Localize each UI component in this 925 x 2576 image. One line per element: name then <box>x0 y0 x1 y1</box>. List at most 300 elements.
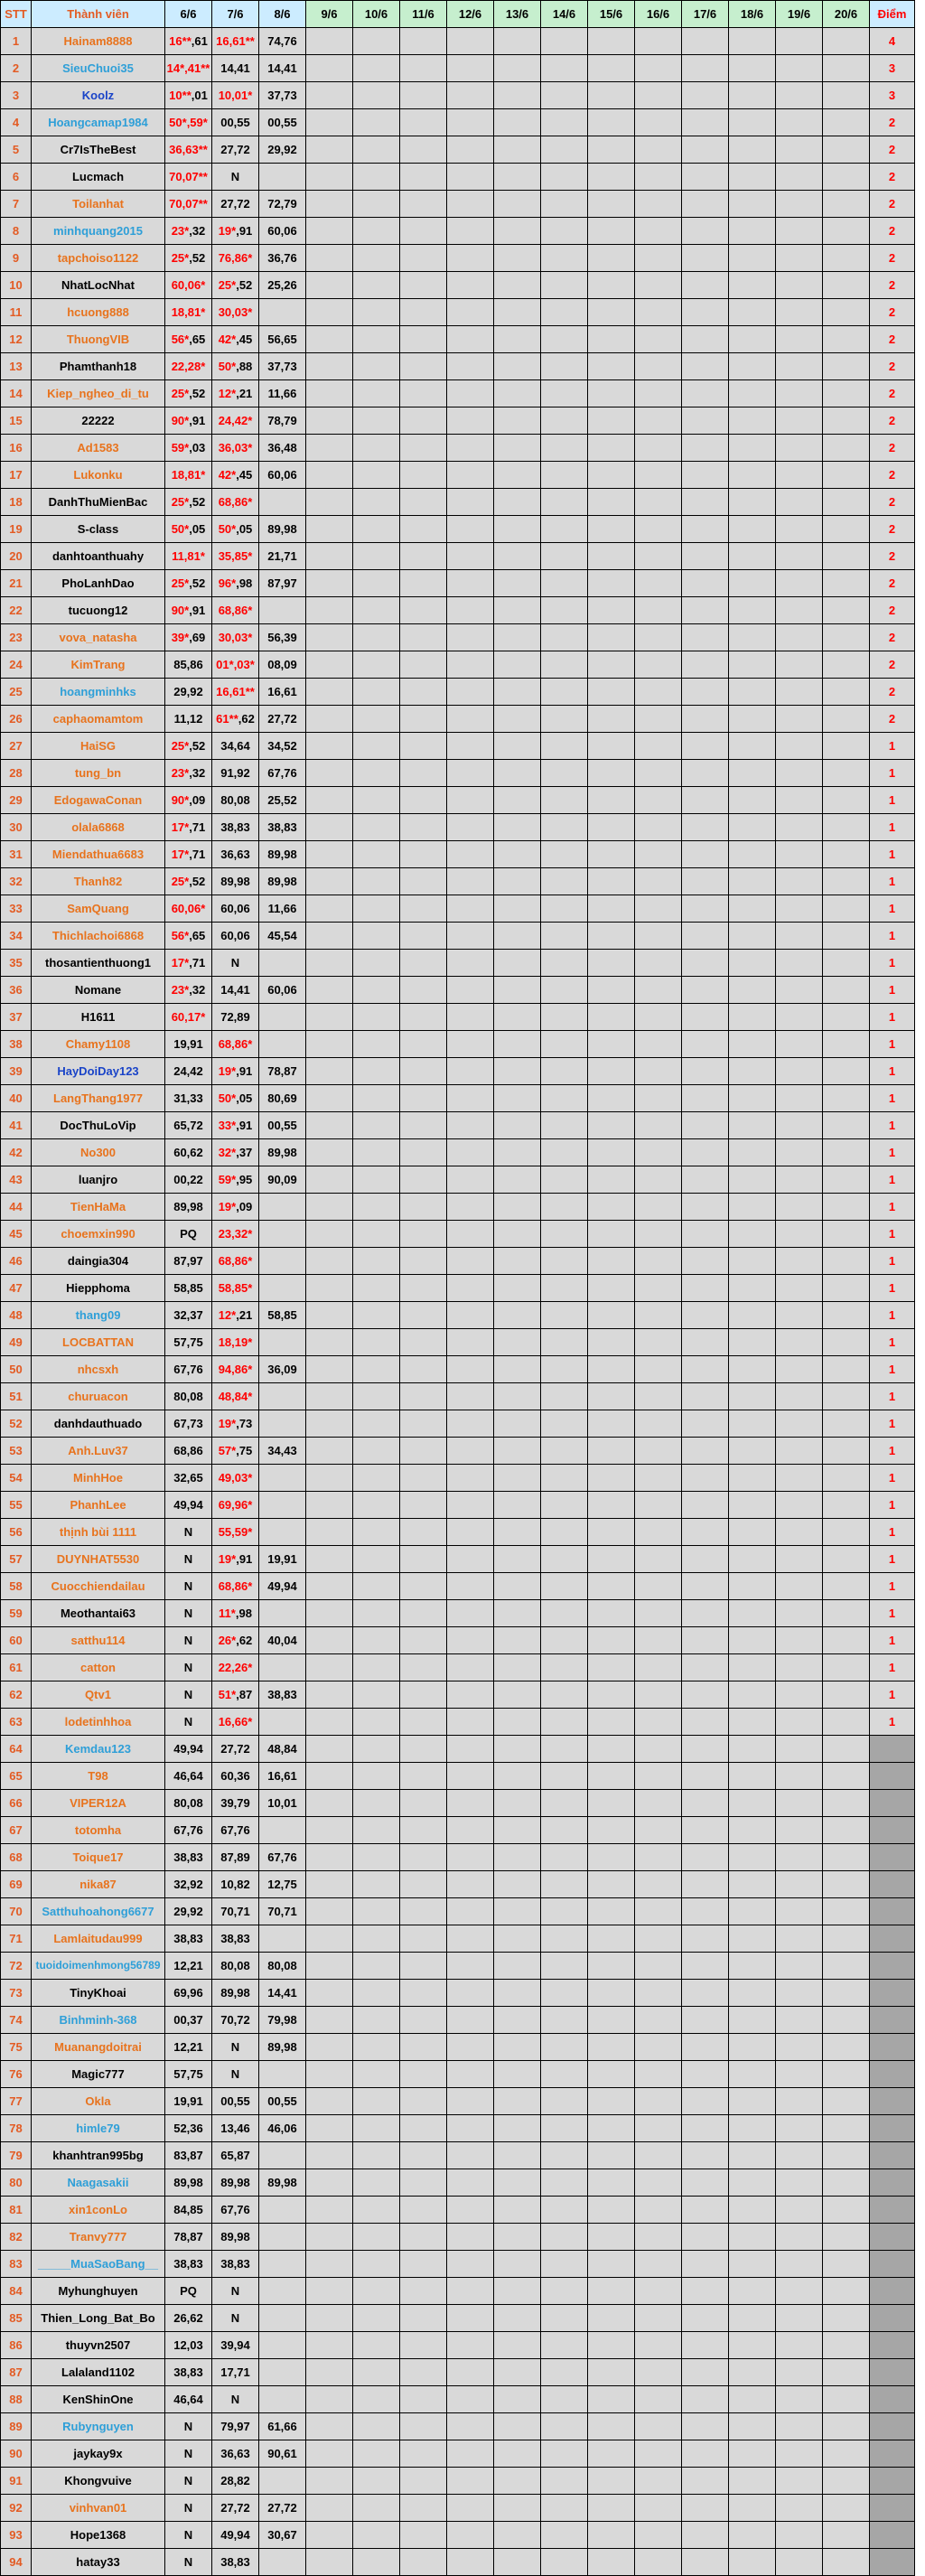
prediction-cell <box>588 2413 635 2440</box>
prediction-cell <box>823 2007 870 2034</box>
member-name: Cr7IsTheBest <box>32 136 165 164</box>
prediction-cell <box>823 272 870 299</box>
prediction-cell <box>682 814 729 841</box>
prediction-cell <box>588 624 635 651</box>
prediction-cell <box>494 679 541 706</box>
prediction-value: 38,83 <box>173 1932 203 1945</box>
prediction-hit: 42* <box>218 333 237 346</box>
prediction-value: 34,52 <box>267 739 297 753</box>
prediction-cell <box>400 2034 447 2061</box>
prediction-cell <box>494 2549 541 2576</box>
prediction-cell <box>635 977 682 1004</box>
prediction-cell <box>259 516 306 543</box>
prediction-value: 87,97 <box>267 576 297 590</box>
prediction-cell <box>588 82 635 109</box>
prediction-cell <box>212 2115 259 2142</box>
prediction-cell <box>259 543 306 570</box>
table-row <box>1 2549 915 2576</box>
prediction-cell <box>635 353 682 380</box>
prediction-cell <box>588 570 635 597</box>
prediction-cell <box>588 1654 635 1681</box>
member-name: SamQuang <box>32 895 165 923</box>
prediction-cell <box>306 435 353 462</box>
prediction-cell <box>682 380 729 407</box>
prediction-cell <box>588 706 635 733</box>
prediction-cell <box>541 923 588 950</box>
prediction-cell <box>353 706 400 733</box>
prediction-cell <box>494 814 541 841</box>
table-row <box>1 1519 915 1546</box>
prediction-cell <box>823 1112 870 1139</box>
prediction-cell <box>823 28 870 55</box>
points-cell: 1 <box>870 1600 915 1627</box>
prediction-cell <box>494 2088 541 2115</box>
header-date: 6/6 <box>165 1 212 28</box>
header-date: 8/6 <box>259 1 306 28</box>
row-number: 28 <box>1 760 32 787</box>
prediction-cell <box>635 1925 682 1953</box>
prediction-cell <box>682 109 729 136</box>
points-cell: 1 <box>870 733 915 760</box>
member-name: thuyvn2507 <box>32 2332 165 2359</box>
prediction-cell <box>588 1600 635 1627</box>
table-row <box>1 1790 915 1817</box>
row-number: 80 <box>1 2169 32 2197</box>
prediction-cell <box>588 1871 635 1898</box>
prediction-cell <box>447 245 494 272</box>
prediction-cell <box>823 435 870 462</box>
prediction-cell <box>635 868 682 895</box>
prediction-cell <box>165 245 212 272</box>
points-cell: 1 <box>870 1248 915 1275</box>
prediction-cell <box>588 841 635 868</box>
prediction-cell <box>729 2142 776 2169</box>
row-number: 94 <box>1 2549 32 2576</box>
prediction-value: 68,86 <box>173 1444 203 1457</box>
prediction-cell <box>306 895 353 923</box>
prediction-cell <box>682 2359 729 2386</box>
prediction-cell <box>259 1356 306 1383</box>
prediction-cell <box>447 462 494 489</box>
prediction-cell <box>682 1925 729 1953</box>
prediction-cell <box>776 2549 823 2576</box>
row-number: 82 <box>1 2224 32 2251</box>
member-name: MinhHoe <box>32 1465 165 1492</box>
prediction-cell <box>353 1898 400 1925</box>
prediction-cell <box>541 1004 588 1031</box>
prediction-cell <box>776 191 823 218</box>
prediction-cell <box>494 2278 541 2305</box>
prediction-cell <box>259 1166 306 1194</box>
prediction-cell <box>823 1275 870 1302</box>
prediction-value: N <box>183 2528 193 2542</box>
prediction-cell <box>776 1844 823 1871</box>
prediction-cell <box>682 516 729 543</box>
prediction-cell <box>259 55 306 82</box>
prediction-cell <box>823 2088 870 2115</box>
prediction-cell <box>447 2197 494 2224</box>
prediction-cell <box>400 516 447 543</box>
prediction-cell <box>541 164 588 191</box>
row-number: 81 <box>1 2197 32 2224</box>
points-cell: 2 <box>870 218 915 245</box>
prediction-cell <box>306 326 353 353</box>
prediction-cell <box>729 2386 776 2413</box>
prediction-cell <box>306 1438 353 1465</box>
prediction-cell <box>635 245 682 272</box>
prediction-cell <box>259 1085 306 1112</box>
prediction-cell <box>447 2305 494 2332</box>
prediction-cell <box>165 1898 212 1925</box>
member-name: KimTrang <box>32 651 165 679</box>
prediction-cell <box>494 164 541 191</box>
prediction-cell <box>588 1736 635 1763</box>
prediction-cell <box>682 1085 729 1112</box>
prediction-cell <box>165 489 212 516</box>
prediction-cell <box>729 2034 776 2061</box>
prediction-cell <box>353 1031 400 1058</box>
points-cell: 1 <box>870 1329 915 1356</box>
row-number: 56 <box>1 1519 32 1546</box>
member-name: nika87 <box>32 1871 165 1898</box>
prediction-cell <box>259 2440 306 2468</box>
prediction-cell <box>494 1166 541 1194</box>
prediction-value: 36,63 <box>220 2447 250 2460</box>
prediction-cell <box>306 1519 353 1546</box>
prediction-cell <box>635 1681 682 1709</box>
prediction-cell <box>494 624 541 651</box>
prediction-cell <box>212 950 259 977</box>
prediction-cell <box>682 1438 729 1465</box>
prediction-cell <box>541 1302 588 1329</box>
prediction-hit: 25* <box>171 875 190 888</box>
prediction-value: 90,61 <box>267 2447 297 2460</box>
prediction-cell <box>823 814 870 841</box>
member-name: Lamlaitudau999 <box>32 1925 165 1953</box>
prediction-cell <box>588 1925 635 1953</box>
prediction-value: 38,83 <box>267 1688 297 1701</box>
prediction-cell <box>447 2413 494 2440</box>
prediction-cell <box>776 868 823 895</box>
prediction-cell <box>494 651 541 679</box>
prediction-cell <box>776 1438 823 1465</box>
prediction-cell <box>588 2061 635 2088</box>
prediction-hit: 68,86* <box>218 1579 253 1593</box>
prediction-cell <box>400 895 447 923</box>
prediction-cell <box>306 1627 353 1654</box>
prediction-cell <box>776 1898 823 1925</box>
prediction-cell <box>682 1112 729 1139</box>
prediction-cell <box>635 706 682 733</box>
prediction-cell <box>588 1031 635 1058</box>
prediction-cell <box>729 299 776 326</box>
prediction-cell <box>635 624 682 651</box>
prediction-hit: 17* <box>171 820 190 834</box>
prediction-cell <box>494 1465 541 1492</box>
prediction-cell <box>353 2034 400 2061</box>
prediction-cell <box>494 462 541 489</box>
row-number: 50 <box>1 1356 32 1383</box>
prediction-cell <box>635 1031 682 1058</box>
prediction-cell <box>400 2169 447 2197</box>
prediction-cell <box>541 2007 588 2034</box>
prediction-cell <box>259 2224 306 2251</box>
prediction-cell <box>306 109 353 136</box>
prediction-cell <box>212 1112 259 1139</box>
prediction-cell <box>823 2468 870 2495</box>
prediction-value: 89,98 <box>267 522 297 536</box>
prediction-cell <box>165 1275 212 1302</box>
prediction-hit: 18,19* <box>218 1335 253 1349</box>
prediction-cell <box>353 895 400 923</box>
prediction-cell <box>776 787 823 814</box>
prediction-cell <box>165 2115 212 2142</box>
prediction-value: ,65 <box>189 333 206 346</box>
prediction-cell <box>212 2440 259 2468</box>
prediction-cell <box>306 1844 353 1871</box>
prediction-cell <box>823 1329 870 1356</box>
row-number: 13 <box>1 353 32 380</box>
prediction-cell <box>353 1058 400 1085</box>
prediction-value: ,69 <box>189 631 206 644</box>
prediction-cell <box>682 2197 729 2224</box>
prediction-cell <box>729 1844 776 1871</box>
prediction-cell <box>165 950 212 977</box>
prediction-hit: 57* <box>218 1444 237 1457</box>
prediction-cell <box>635 1654 682 1681</box>
prediction-cell <box>259 1925 306 1953</box>
prediction-cell <box>682 1736 729 1763</box>
prediction-cell <box>400 489 447 516</box>
member-name: Cuocchiendailau <box>32 1573 165 1600</box>
prediction-cell <box>353 1736 400 1763</box>
prediction-cell <box>494 1844 541 1871</box>
prediction-cell <box>494 1194 541 1221</box>
row-number: 54 <box>1 1465 32 1492</box>
prediction-cell <box>212 2224 259 2251</box>
prediction-cell <box>494 2169 541 2197</box>
prediction-cell <box>165 1980 212 2007</box>
prediction-cell <box>400 1383 447 1410</box>
prediction-cell <box>823 2440 870 2468</box>
prediction-value: ,37 <box>236 1146 253 1159</box>
prediction-cell <box>494 1492 541 1519</box>
prediction-value: 80,69 <box>267 1091 297 1105</box>
prediction-cell <box>494 1004 541 1031</box>
prediction-cell <box>823 1410 870 1438</box>
prediction-cell <box>635 2549 682 2576</box>
prediction-hit: 36,03* <box>218 441 253 454</box>
prediction-cell <box>212 28 259 55</box>
prediction-cell <box>400 1329 447 1356</box>
prediction-cell <box>823 1492 870 1519</box>
prediction-cell <box>588 2224 635 2251</box>
prediction-cell <box>400 1194 447 1221</box>
prediction-cell <box>729 2440 776 2468</box>
prediction-cell <box>541 82 588 109</box>
prediction-value: N <box>183 1661 193 1674</box>
prediction-cell <box>682 2332 729 2359</box>
prediction-value: 25,26 <box>267 278 297 292</box>
table-row <box>1 407 915 435</box>
row-number: 2 <box>1 55 32 82</box>
points-cell: 2 <box>870 651 915 679</box>
prediction-cell <box>165 82 212 109</box>
prediction-cell <box>823 1817 870 1844</box>
member-name: DocThuLoVip <box>32 1112 165 1139</box>
table-row <box>1 2278 915 2305</box>
prediction-cell <box>541 1844 588 1871</box>
prediction-cell <box>823 1302 870 1329</box>
prediction-hit: 10,01* <box>218 89 253 102</box>
prediction-cell <box>400 570 447 597</box>
prediction-cell <box>588 28 635 55</box>
prediction-hit: 22,26* <box>218 1661 253 1674</box>
prediction-cell <box>541 895 588 923</box>
prediction-cell <box>541 1139 588 1166</box>
prediction-cell <box>494 1112 541 1139</box>
prediction-cell <box>494 1681 541 1709</box>
prediction-cell <box>494 1329 541 1356</box>
prediction-cell <box>259 2034 306 2061</box>
prediction-cell <box>259 1058 306 1085</box>
prediction-cell <box>212 164 259 191</box>
prediction-cell <box>588 407 635 435</box>
prediction-cell <box>212 1871 259 1898</box>
prediction-cell <box>729 2088 776 2115</box>
points-cell: 2 <box>870 516 915 543</box>
prediction-value: 61,66 <box>267 2420 297 2433</box>
prediction-cell <box>165 1817 212 1844</box>
prediction-hit: 56* <box>171 929 190 942</box>
prediction-cell <box>353 1790 400 1817</box>
prediction-cell <box>165 2061 212 2088</box>
prediction-cell <box>823 1546 870 1573</box>
points-cell: 1 <box>870 1681 915 1709</box>
prediction-cell <box>447 1980 494 2007</box>
prediction-cell <box>447 435 494 462</box>
prediction-value: 27,72 <box>220 143 250 156</box>
prediction-cell <box>306 245 353 272</box>
prediction-value: 87,97 <box>173 1254 203 1268</box>
row-number: 93 <box>1 2522 32 2549</box>
prediction-cell <box>447 2359 494 2386</box>
prediction-value: ,32 <box>189 766 206 780</box>
prediction-cell <box>635 787 682 814</box>
prediction-hit: 50* <box>218 1091 237 1105</box>
prediction-cell <box>447 923 494 950</box>
prediction-hit: 68,86* <box>218 495 253 509</box>
prediction-cell <box>494 1519 541 1546</box>
prediction-cell <box>635 841 682 868</box>
prediction-cell <box>306 1546 353 1573</box>
prediction-cell <box>635 2332 682 2359</box>
prediction-cell <box>776 1492 823 1519</box>
prediction-value: 60,06 <box>267 983 297 997</box>
prediction-cell <box>776 2169 823 2197</box>
prediction-value: N <box>183 1606 193 1620</box>
prediction-cell <box>729 1546 776 1573</box>
prediction-cell <box>682 1194 729 1221</box>
prediction-cell <box>494 1953 541 1980</box>
prediction-cell <box>541 2061 588 2088</box>
prediction-cell <box>588 1329 635 1356</box>
prediction-cell <box>400 950 447 977</box>
prediction-cell <box>165 651 212 679</box>
points-cell <box>870 2413 915 2440</box>
prediction-cell <box>447 787 494 814</box>
prediction-cell <box>212 787 259 814</box>
prediction-value: ,95 <box>236 1173 253 1186</box>
table-row <box>1 326 915 353</box>
points-cell: 1 <box>870 1058 915 1085</box>
table-row <box>1 1627 915 1654</box>
prediction-cell <box>541 2115 588 2142</box>
prediction-cell <box>212 1383 259 1410</box>
prediction-cell <box>212 1166 259 1194</box>
prediction-cell <box>212 977 259 1004</box>
prediction-cell <box>588 1112 635 1139</box>
prediction-value: 52,36 <box>173 2122 203 2135</box>
prediction-cell <box>682 733 729 760</box>
prediction-value: 16,61 <box>267 685 297 698</box>
prediction-cell <box>494 2413 541 2440</box>
prediction-cell <box>447 1031 494 1058</box>
prediction-value: 60,06 <box>267 468 297 482</box>
prediction-cell <box>541 462 588 489</box>
prediction-value: 14,41 <box>267 1986 297 2000</box>
prediction-cell <box>447 299 494 326</box>
prediction-value: ,09 <box>236 1200 253 1213</box>
prediction-cell <box>776 2305 823 2332</box>
table-row <box>1 1112 915 1139</box>
prediction-value: 67,76 <box>220 1823 250 1837</box>
prediction-cell <box>823 2115 870 2142</box>
prediction-value: ,91 <box>236 1064 253 1078</box>
prediction-cell <box>823 651 870 679</box>
prediction-cell <box>353 1600 400 1627</box>
prediction-cell <box>353 326 400 353</box>
prediction-cell <box>729 2278 776 2305</box>
prediction-cell <box>823 1004 870 1031</box>
prediction-cell <box>212 597 259 624</box>
prediction-cell <box>588 1058 635 1085</box>
prediction-cell <box>494 895 541 923</box>
prediction-cell <box>494 1085 541 1112</box>
prediction-cell <box>494 2359 541 2386</box>
table-row <box>1 760 915 787</box>
prediction-value: ,03 <box>189 441 206 454</box>
prediction-cell <box>447 1844 494 1871</box>
prediction-cell <box>400 1953 447 1980</box>
prediction-cell <box>353 2440 400 2468</box>
table-row <box>1 1221 915 1248</box>
prediction-cell <box>823 1953 870 1980</box>
prediction-value: 80,08 <box>173 1796 203 1810</box>
member-name: Naagasakii <box>32 2169 165 2197</box>
prediction-cell <box>541 353 588 380</box>
prediction-cell <box>494 136 541 164</box>
prediction-cell <box>353 923 400 950</box>
member-name: EdogawaConan <box>32 787 165 814</box>
prediction-cell <box>541 2197 588 2224</box>
prediction-cell <box>400 1410 447 1438</box>
prediction-cell <box>635 380 682 407</box>
prediction-cell <box>494 2440 541 2468</box>
points-cell: 1 <box>870 1546 915 1573</box>
prediction-hit: 68,86* <box>218 1037 253 1051</box>
prediction-cell <box>494 489 541 516</box>
